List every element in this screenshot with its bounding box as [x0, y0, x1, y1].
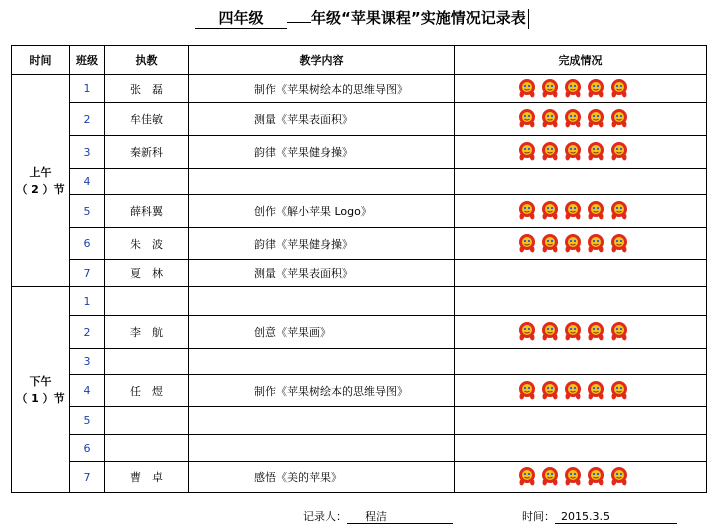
apple-sticker-icon — [517, 321, 537, 343]
apple-sticker-icon — [563, 200, 583, 222]
completion-cell — [455, 375, 707, 407]
class-number: 5 — [70, 195, 105, 228]
rating-stickers — [517, 380, 706, 402]
lesson-content — [189, 287, 455, 316]
apple-sticker-icon — [609, 78, 629, 100]
executor-name: 任 煜 — [105, 375, 189, 407]
table-row — [12, 435, 707, 462]
apple-sticker-icon — [586, 233, 606, 255]
rating-stickers — [517, 466, 706, 488]
executor-name — [105, 435, 189, 462]
class-number: 4 — [70, 375, 105, 407]
apple-sticker-icon — [517, 466, 537, 488]
apple-sticker-icon — [609, 141, 629, 163]
apple-sticker-icon — [540, 141, 560, 163]
class-number: 7 — [70, 260, 105, 287]
rating-stickers — [517, 200, 706, 222]
period-cell — [12, 75, 70, 287]
table-body — [12, 75, 707, 493]
table-row — [12, 195, 707, 228]
date-block — [522, 508, 677, 524]
table-row — [12, 228, 707, 260]
class-number: 6 — [70, 435, 105, 462]
apple-sticker-icon — [540, 78, 560, 100]
executor-name: 秦新科 — [105, 136, 189, 169]
completion-cell — [455, 169, 707, 195]
executor-name: 夏 林 — [105, 260, 189, 287]
completion-cell — [455, 316, 707, 349]
table-row — [12, 407, 707, 435]
table-header-row — [12, 46, 707, 75]
title-course: “苹果课程” — [341, 9, 421, 27]
apple-sticker-icon — [563, 380, 583, 402]
apple-sticker-icon — [586, 78, 606, 100]
class-number: 2 — [70, 316, 105, 349]
apple-sticker-icon — [563, 233, 583, 255]
executor-name: 曹 卓 — [105, 462, 189, 493]
executor-name: 李 航 — [105, 316, 189, 349]
rating-stickers — [517, 78, 706, 100]
table-row — [12, 169, 707, 195]
recorder-label: 记录人： — [303, 510, 347, 523]
record-table — [11, 45, 707, 493]
completion-cell — [455, 287, 707, 316]
lesson-content: 韵律《苹果健身操》 — [189, 228, 455, 260]
completion-cell — [455, 435, 707, 462]
title-grade-word: 年级 — [311, 9, 342, 27]
class-number: 3 — [70, 136, 105, 169]
table-row — [12, 316, 707, 349]
rating-stickers — [517, 321, 706, 343]
table-row — [12, 349, 707, 375]
header-class: 班级 — [70, 46, 105, 75]
apple-sticker-icon — [540, 108, 560, 130]
completion-cell — [455, 260, 707, 287]
period-count: （ 1 ）节 — [16, 391, 65, 405]
apple-sticker-icon — [609, 233, 629, 255]
period-label: 下午 — [29, 374, 52, 388]
class-number: 1 — [70, 287, 105, 316]
executor-name: 牟佳敏 — [105, 103, 189, 136]
table-row — [12, 260, 707, 287]
class-number: 5 — [70, 407, 105, 435]
table-row — [12, 462, 707, 493]
apple-sticker-icon — [586, 321, 606, 343]
apple-sticker-icon — [517, 108, 537, 130]
apple-sticker-icon — [609, 380, 629, 402]
lesson-content: 制作《苹果树绘本的思维导图》 — [189, 75, 455, 103]
apple-sticker-icon — [609, 108, 629, 130]
apple-sticker-icon — [540, 380, 560, 402]
apple-sticker-icon — [609, 321, 629, 343]
apple-sticker-icon — [609, 466, 629, 488]
lesson-content — [189, 407, 455, 435]
apple-sticker-icon — [540, 233, 560, 255]
header-executor: 执教 — [105, 46, 189, 75]
executor-name: 张 磊 — [105, 75, 189, 103]
table-row — [12, 136, 707, 169]
class-number: 2 — [70, 103, 105, 136]
rating-stickers — [517, 233, 706, 255]
record-date: 2015.3.5 — [555, 510, 677, 524]
blank-underline — [287, 22, 311, 23]
apple-sticker-icon — [563, 108, 583, 130]
lesson-content: 创意《苹果画》 — [189, 316, 455, 349]
date-label: 时间： — [522, 510, 555, 523]
apple-sticker-icon — [517, 233, 537, 255]
apple-sticker-icon — [586, 108, 606, 130]
period-label: 上午 — [29, 165, 52, 179]
header-done: 完成情况 — [455, 46, 707, 75]
table-row — [12, 75, 707, 103]
apple-sticker-icon — [586, 466, 606, 488]
recorder-name: 程洁 — [347, 510, 453, 524]
executor-name — [105, 169, 189, 195]
apple-sticker-icon — [540, 321, 560, 343]
title-suffix: 实施情况记录表 — [420, 9, 526, 27]
apple-sticker-icon — [517, 380, 537, 402]
completion-cell — [455, 103, 707, 136]
completion-cell — [455, 228, 707, 260]
apple-sticker-icon — [563, 466, 583, 488]
table-row — [12, 287, 707, 316]
lesson-content: 测量《苹果表面积》 — [189, 260, 455, 287]
executor-name: 薛科翼 — [105, 195, 189, 228]
executor-name — [105, 349, 189, 375]
sheet-title — [195, 7, 529, 29]
header-time: 时间 — [12, 46, 70, 75]
executor-name: 朱 波 — [105, 228, 189, 260]
completion-cell — [455, 195, 707, 228]
apple-sticker-icon — [540, 200, 560, 222]
period-cell — [12, 287, 70, 493]
completion-cell — [455, 462, 707, 493]
header-content: 教学内容 — [189, 46, 455, 75]
lesson-content: 感悟《美的苹果》 — [189, 462, 455, 493]
class-number: 4 — [70, 169, 105, 195]
lesson-content: 创作《解小苹果 Logo》 — [189, 195, 455, 228]
class-number: 3 — [70, 349, 105, 375]
completion-cell — [455, 407, 707, 435]
table-row — [12, 375, 707, 407]
lesson-content: 测量《苹果表面积》 — [189, 103, 455, 136]
lesson-content — [189, 169, 455, 195]
apple-sticker-icon — [563, 321, 583, 343]
apple-sticker-icon — [540, 466, 560, 488]
completion-cell — [455, 136, 707, 169]
period-count: （ 2 ）节 — [16, 182, 65, 196]
apple-sticker-icon — [586, 380, 606, 402]
completion-cell — [455, 75, 707, 103]
apple-sticker-icon — [517, 200, 537, 222]
grade-fill-blank: 四年级 — [195, 9, 287, 29]
executor-name — [105, 287, 189, 316]
apple-sticker-icon — [586, 141, 606, 163]
apple-sticker-icon — [517, 141, 537, 163]
recorder-block — [303, 508, 453, 524]
apple-sticker-icon — [563, 141, 583, 163]
text-cursor — [528, 9, 529, 29]
lesson-content: 制作《苹果树绘本的思维导图》 — [189, 375, 455, 407]
table-row — [12, 103, 707, 136]
apple-sticker-icon — [563, 78, 583, 100]
lesson-content — [189, 435, 455, 462]
apple-sticker-icon — [586, 200, 606, 222]
lesson-content — [189, 349, 455, 375]
rating-stickers — [517, 108, 706, 130]
apple-sticker-icon — [517, 78, 537, 100]
class-number: 1 — [70, 75, 105, 103]
lesson-content: 韵律《苹果健身操》 — [189, 136, 455, 169]
apple-sticker-icon — [609, 200, 629, 222]
executor-name — [105, 407, 189, 435]
completion-cell — [455, 349, 707, 375]
rating-stickers — [517, 141, 706, 163]
class-number: 7 — [70, 462, 105, 493]
class-number: 6 — [70, 228, 105, 260]
